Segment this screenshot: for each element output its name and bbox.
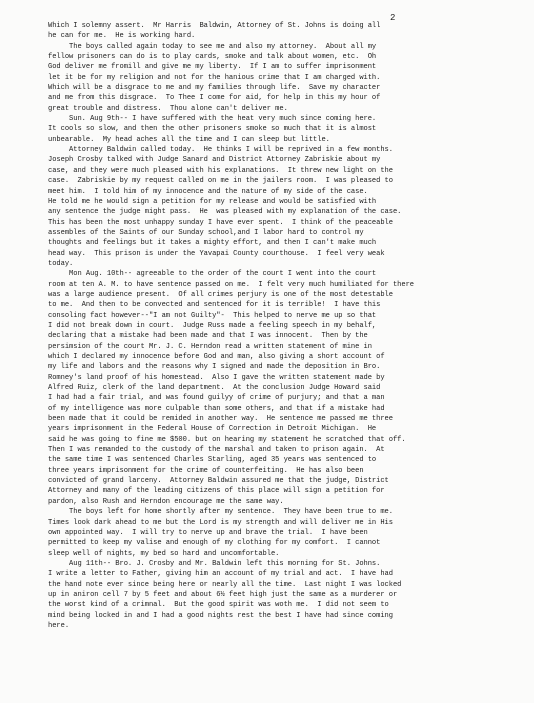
page-number: 2 [390, 13, 396, 23]
text-line: Mon Aug. 10th-- agreeable to the order of the court I went into the court [48, 270, 377, 279]
text-line: pardon, also Rush and Herndon encourage me the same way. [48, 497, 284, 506]
text-line: was a large audience present. Of all crimes perjury is one of the most detestable [48, 290, 393, 299]
text-line: Sun. Aug 9th-- I have suffered with the heat very much since coming here. [48, 115, 377, 124]
text-line: It cools so slow, and then the other prisoners smoke so much that it is almost [48, 125, 377, 134]
text-line: head way. This prison is under the Yavapai County courthouse. I feel very weak [48, 249, 385, 258]
text-line: declaring that a mistake had been made and that I was innocent. Then by the [48, 332, 368, 341]
text-line: Attorney and many of the leading citizens of this place will sign a petition for [48, 487, 385, 496]
text-line: I did not break down in court. Judge Russ made a feeling speech in my behalf, [48, 321, 377, 330]
text-line: any sentence the judge might pass. He was pleased with my explanation of the case. [48, 208, 402, 217]
text-line: today. [48, 259, 74, 268]
text-line: I had had a fair trial, and was found guilyy of crime of purjury; and that a man [48, 394, 385, 403]
text-line: He told me he would sign a petition for my release and would be satisfied with [48, 197, 377, 206]
text-line: The boys left for home shortly after my sentence. They have been true to me. [48, 508, 393, 517]
text-line: Attorney Baldwin called today. He thinks I will be reprived in a few months. [48, 146, 393, 155]
text-line: I write a letter to Father, giving him an account of my trial and act. I have had [48, 570, 393, 579]
text-line: room at ten A. M. to have sentence passed on me. I felt very much humiliated for there [48, 280, 415, 289]
text-line: This has been the most unhappy sunday I have ever spent. I think of the peaceable [48, 218, 393, 227]
text-line: great trouble and distress. Thou alone can't deliver me. [48, 104, 288, 113]
text-line: case, and they were much pleased with his explanations. It threw new light on the [48, 166, 393, 175]
text-line: been made that it could be remided in another way. He sentence me passed me three [48, 415, 393, 424]
text-line: mind being locked in and I had a good nights rest the best I have had since coming [48, 611, 393, 620]
text-line: Alfred Ruiz, clerk of the land department. At the conclusion Judge Howard said [48, 384, 381, 393]
text-line: meet him. I told him of my innocence and the nature of my side of the case. [48, 187, 368, 196]
text-line: permitted to keep my valise and enough of my clothing for my comfort. I cannot [48, 539, 381, 548]
text-line: up in aniron cell 7 by 5 feet and about 6½ feet high just the same as a murderer or [48, 590, 398, 599]
text-line: the hand note ever since being here or nearly all the time. Last night I was locked [48, 580, 402, 589]
text-line: God deliver me fromill and give me my liberty. If I am to suffer imprisonment [48, 63, 377, 72]
text-line: Romney's land proof of his homestead. Also I gave the written statement made by [48, 373, 385, 382]
text-line: to me. And then to be convected and sentenced for it is terrible! I have this [48, 301, 381, 310]
text-line: years imprisonment in the Federal House of Correction in Detroit Michigan. He [48, 425, 377, 434]
text-line: Aug 11th-- Bro. J. Crosby and Mr. Baldwin left this morning for St. Johns. [48, 559, 381, 568]
text-line: three years imprisonment for the crime of counterfeiting. He has also been [48, 466, 364, 475]
text-line: he can for me. He is working hard. [48, 32, 196, 41]
text-line: let it be for my religion and not for the hanious crime that I am charged with. [48, 73, 381, 82]
journal-text [48, 21, 518, 631]
text-line: Joseph Crosby talked with Judge Sanard and District Attorney Zabriskie about my [48, 156, 381, 165]
text-line: unbearable. My head aches all the time and I can sleep but little. [48, 135, 330, 144]
text-line: sleep well of nights, my bed so hard and uncomfortable. [48, 549, 280, 558]
text-line: here. [48, 621, 70, 630]
text-line: the same time I was sentenced Charles Starling, aged 35 years was sentenced to [48, 456, 377, 465]
text-line: fellow prisoners can do is to play cards, smoke and talk about women, etc. Oh [48, 53, 377, 62]
text-line: assembles of the Saints of our Sunday school,and I labor hard to control my [48, 228, 364, 237]
text-line: convicted of grand larceny. Attorney Baldwin assured me that the judge, District [48, 477, 389, 486]
text-line: the worst kind of a crimnal. But the good spirit was woth me. I did not seem to [48, 601, 389, 610]
text-line: consoling fact however--"I am not Guilty"- This helped to nerve me up so that [48, 311, 377, 320]
text-line: Times look dark ahead to me but the Lord is my strength and will deliver me in His [48, 518, 393, 527]
text-line: which I declared my innocence before God and man, also giving a short account of [48, 353, 385, 361]
text-line: case. Zabriskie by my request called on me in the jailers room. I was pleased to [48, 177, 393, 186]
text-line: Then I was remanded to the custody of the marshal and taken to prison again. At [48, 446, 385, 455]
text-line: my life and labors and the reasons why I signed and made the deposition in Bro. [48, 363, 381, 372]
text-line: persimsion of the court Mr. J. C. Herndon read a written statement of mine in [48, 342, 372, 351]
text-line: Which will be a disgrace to me and my families through life. Save my character [48, 84, 381, 93]
text-line: The boys called again today to see me and also my attorney. About all my [48, 42, 377, 51]
text-line: Which I solemny assert. Mr Harris Baldwin, Attorney of St. Johns is doing all [48, 22, 381, 30]
text-line: of my intelligence was more culpable than some others, and that if a mistake had [48, 404, 385, 413]
text-line: own appointed way. I will try to nerve up and brave the trial. I have been [48, 528, 368, 537]
text-line: said he was going to fine me $500. but on hearing my statement he scratched that off. [48, 435, 406, 444]
text-line: thoughts and feelings but it takes a mighty effort, and then I can't make much [48, 239, 377, 248]
text-line: and me from this disgrace. To Thee I come for aid, for help in this my hour of [48, 94, 381, 103]
